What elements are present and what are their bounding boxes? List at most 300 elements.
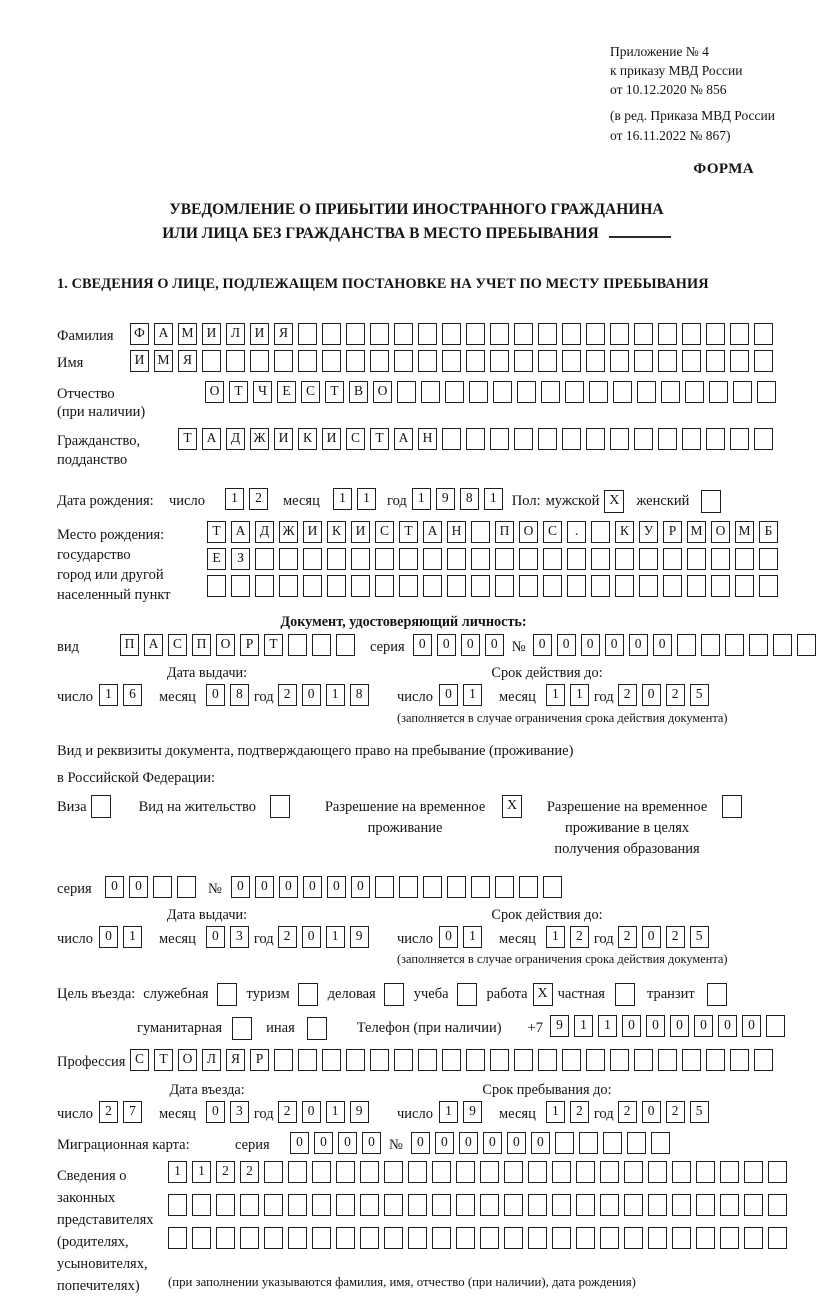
char-box[interactable] (279, 575, 298, 597)
char-box[interactable]: . (567, 521, 586, 543)
char-box[interactable] (456, 1161, 475, 1183)
char-box[interactable] (447, 876, 466, 898)
char-box[interactable]: 0 (206, 1101, 225, 1123)
char-box[interactable] (471, 548, 490, 570)
char-box[interactable] (730, 1049, 749, 1071)
char-box[interactable] (447, 575, 466, 597)
char-box[interactable] (418, 323, 437, 345)
char-box[interactable] (327, 548, 346, 570)
char-box[interactable] (589, 381, 608, 403)
valid-year-boxes[interactable] (618, 684, 714, 706)
char-box[interactable]: 1 (192, 1161, 211, 1183)
char-box[interactable]: 1 (546, 1101, 565, 1123)
char-box[interactable] (696, 1227, 715, 1249)
char-box[interactable]: А (144, 634, 163, 656)
char-box[interactable] (519, 548, 538, 570)
char-box[interactable] (394, 323, 413, 345)
char-box[interactable]: 1 (168, 1161, 187, 1183)
char-box[interactable]: 0 (622, 1015, 641, 1037)
char-box[interactable] (519, 876, 538, 898)
char-box[interactable] (567, 548, 586, 570)
char-box[interactable]: 5 (690, 926, 709, 948)
char-box[interactable]: Н (447, 521, 466, 543)
char-box[interactable] (610, 428, 629, 450)
char-box[interactable] (759, 575, 778, 597)
char-box[interactable] (514, 323, 533, 345)
char-box[interactable]: Т (178, 428, 197, 450)
char-box[interactable] (456, 1194, 475, 1216)
char-box[interactable] (432, 1227, 451, 1249)
char-box[interactable] (639, 548, 658, 570)
char-box[interactable] (514, 428, 533, 450)
char-box[interactable]: Б (759, 521, 778, 543)
char-box[interactable] (711, 575, 730, 597)
char-box[interactable] (591, 575, 610, 597)
char-box[interactable]: И (202, 323, 221, 345)
char-box[interactable] (600, 1161, 619, 1183)
char-box[interactable]: 0 (533, 634, 552, 656)
char-box[interactable] (543, 876, 562, 898)
char-box[interactable]: 2 (666, 926, 685, 948)
char-box[interactable] (466, 350, 485, 372)
char-box[interactable] (408, 1227, 427, 1249)
char-box[interactable]: С (543, 521, 562, 543)
char-box[interactable]: 1 (357, 488, 376, 510)
char-box[interactable] (240, 1194, 259, 1216)
char-box[interactable] (312, 1227, 331, 1249)
char-box[interactable] (351, 548, 370, 570)
char-box[interactable]: 2 (216, 1161, 235, 1183)
char-box[interactable]: Е (207, 548, 226, 570)
char-box[interactable]: Т (154, 1049, 173, 1071)
char-box[interactable] (495, 876, 514, 898)
char-box[interactable]: 0 (642, 926, 661, 948)
issue-day-boxes[interactable] (99, 684, 147, 706)
char-box[interactable] (757, 381, 776, 403)
char-box[interactable]: 1 (598, 1015, 617, 1037)
char-box[interactable] (706, 428, 725, 450)
char-box[interactable] (471, 521, 490, 543)
char-box[interactable]: К (327, 521, 346, 543)
char-box[interactable] (466, 428, 485, 450)
residence-series-boxes[interactable] (105, 876, 201, 898)
char-box[interactable]: С (346, 428, 365, 450)
char-box[interactable] (613, 381, 632, 403)
char-box[interactable] (634, 350, 653, 372)
char-box[interactable] (397, 381, 416, 403)
char-box[interactable] (562, 350, 581, 372)
char-box[interactable] (408, 1161, 427, 1183)
char-box[interactable] (696, 1161, 715, 1183)
purpose-business-checkbox[interactable] (384, 983, 404, 1006)
char-box[interactable]: 0 (670, 1015, 689, 1037)
char-box[interactable] (528, 1194, 547, 1216)
char-box[interactable] (504, 1227, 523, 1249)
char-box[interactable] (648, 1194, 667, 1216)
char-box[interactable] (240, 1227, 259, 1249)
char-box[interactable]: 0 (290, 1132, 309, 1154)
char-box[interactable] (298, 1049, 317, 1071)
char-box[interactable] (375, 575, 394, 597)
char-box[interactable] (298, 323, 317, 345)
char-box[interactable] (706, 350, 725, 372)
char-box[interactable]: 1 (412, 488, 431, 510)
birth-place-row-3[interactable] (207, 575, 783, 597)
char-box[interactable] (773, 634, 792, 656)
char-box[interactable] (528, 1227, 547, 1249)
char-box[interactable] (207, 575, 226, 597)
char-box[interactable]: 2 (240, 1161, 259, 1183)
char-box[interactable] (490, 428, 509, 450)
entry-year-boxes[interactable] (278, 1101, 374, 1123)
issue-month-boxes[interactable] (206, 684, 254, 706)
char-box[interactable]: Н (418, 428, 437, 450)
char-box[interactable] (469, 381, 488, 403)
char-box[interactable]: Т (370, 428, 389, 450)
char-box[interactable]: 1 (574, 1015, 593, 1037)
char-box[interactable] (493, 381, 512, 403)
char-box[interactable] (706, 323, 725, 345)
char-box[interactable] (226, 350, 245, 372)
sex-female-checkbox[interactable] (701, 490, 721, 513)
valid-day-boxes[interactable] (439, 684, 487, 706)
purpose-private-checkbox[interactable] (615, 983, 635, 1006)
char-box[interactable] (687, 548, 706, 570)
char-box[interactable]: 2 (570, 1101, 589, 1123)
char-box[interactable] (216, 1194, 235, 1216)
char-box[interactable]: 0 (302, 684, 321, 706)
char-box[interactable] (720, 1194, 739, 1216)
name-boxes[interactable] (130, 350, 778, 372)
char-box[interactable] (177, 876, 196, 898)
char-box[interactable]: И (303, 521, 322, 543)
char-box[interactable]: Я (226, 1049, 245, 1071)
char-box[interactable] (504, 1194, 523, 1216)
char-box[interactable] (202, 350, 221, 372)
birth-year-boxes[interactable] (412, 488, 508, 510)
char-box[interactable]: О (519, 521, 538, 543)
char-box[interactable] (298, 350, 317, 372)
char-box[interactable]: Р (240, 634, 259, 656)
char-box[interactable] (168, 1227, 187, 1249)
char-box[interactable]: 6 (123, 684, 142, 706)
char-box[interactable]: Ч (253, 381, 272, 403)
char-box[interactable]: 2 (618, 926, 637, 948)
patronymic-boxes[interactable] (205, 381, 781, 403)
char-box[interactable] (490, 1049, 509, 1071)
char-box[interactable] (687, 575, 706, 597)
char-box[interactable] (682, 323, 701, 345)
char-box[interactable] (288, 1194, 307, 1216)
char-box[interactable]: 5 (690, 684, 709, 706)
char-box[interactable] (399, 548, 418, 570)
char-box[interactable] (495, 548, 514, 570)
char-box[interactable]: О (205, 381, 224, 403)
birth-place-row-1[interactable] (207, 521, 783, 543)
char-box[interactable]: 1 (326, 926, 345, 948)
char-box[interactable] (759, 548, 778, 570)
char-box[interactable] (709, 381, 728, 403)
char-box[interactable] (466, 1049, 485, 1071)
char-box[interactable]: А (231, 521, 250, 543)
char-box[interactable] (538, 428, 557, 450)
char-box[interactable] (591, 548, 610, 570)
char-box[interactable]: 0 (435, 1132, 454, 1154)
char-box[interactable] (519, 575, 538, 597)
char-box[interactable]: 0 (629, 634, 648, 656)
char-box[interactable] (394, 350, 413, 372)
char-box[interactable] (442, 428, 461, 450)
legal-reps-row-3[interactable] (168, 1227, 792, 1249)
char-box[interactable]: Ж (279, 521, 298, 543)
char-box[interactable] (735, 548, 754, 570)
char-box[interactable]: 0 (338, 1132, 357, 1154)
doc-series-boxes[interactable] (413, 634, 509, 656)
char-box[interactable] (303, 575, 322, 597)
char-box[interactable] (322, 350, 341, 372)
char-box[interactable]: 1 (333, 488, 352, 510)
char-box[interactable]: 0 (206, 684, 225, 706)
char-box[interactable]: 0 (461, 634, 480, 656)
char-box[interactable] (384, 1161, 403, 1183)
char-box[interactable]: 0 (302, 926, 321, 948)
doc-kind-boxes[interactable] (120, 634, 360, 656)
purpose-official-checkbox[interactable] (217, 983, 237, 1006)
char-box[interactable]: 0 (653, 634, 672, 656)
char-box[interactable]: 0 (718, 1015, 737, 1037)
char-box[interactable]: 2 (666, 1101, 685, 1123)
char-box[interactable] (432, 1161, 451, 1183)
char-box[interactable]: С (375, 521, 394, 543)
char-box[interactable] (517, 381, 536, 403)
char-box[interactable]: А (423, 521, 442, 543)
char-box[interactable] (701, 634, 720, 656)
char-box[interactable]: 2 (618, 684, 637, 706)
char-box[interactable] (370, 350, 389, 372)
char-box[interactable] (624, 1194, 643, 1216)
char-box[interactable]: 0 (485, 634, 504, 656)
char-box[interactable]: И (130, 350, 149, 372)
char-box[interactable] (421, 381, 440, 403)
char-box[interactable]: 0 (129, 876, 148, 898)
char-box[interactable] (471, 876, 490, 898)
char-box[interactable] (192, 1194, 211, 1216)
char-box[interactable]: 0 (351, 876, 370, 898)
char-box[interactable] (682, 350, 701, 372)
char-box[interactable]: 0 (105, 876, 124, 898)
char-box[interactable]: 0 (303, 876, 322, 898)
purpose-other-checkbox[interactable] (307, 1017, 327, 1040)
char-box[interactable] (264, 1161, 283, 1183)
char-box[interactable]: 2 (99, 1101, 118, 1123)
char-box[interactable]: Ж (250, 428, 269, 450)
char-box[interactable]: Я (178, 350, 197, 372)
char-box[interactable] (471, 575, 490, 597)
char-box[interactable]: К (298, 428, 317, 450)
residence-valid-day-boxes[interactable] (439, 926, 487, 948)
char-box[interactable] (648, 1161, 667, 1183)
doc-number-boxes[interactable] (533, 634, 821, 656)
birth-day-boxes[interactable] (225, 488, 273, 510)
char-box[interactable] (423, 575, 442, 597)
char-box[interactable]: Е (277, 381, 296, 403)
char-box[interactable] (586, 1049, 605, 1071)
char-box[interactable] (480, 1227, 499, 1249)
char-box[interactable] (541, 381, 560, 403)
purpose-tourism-checkbox[interactable] (298, 983, 318, 1006)
residence-number-boxes[interactable] (231, 876, 567, 898)
char-box[interactable] (744, 1161, 763, 1183)
char-box[interactable] (720, 1161, 739, 1183)
char-box[interactable]: Т (229, 381, 248, 403)
char-box[interactable] (591, 521, 610, 543)
char-box[interactable] (490, 350, 509, 372)
char-box[interactable] (685, 381, 704, 403)
char-box[interactable] (255, 575, 274, 597)
char-box[interactable]: 0 (255, 876, 274, 898)
char-box[interactable]: 0 (507, 1132, 526, 1154)
char-box[interactable]: 0 (302, 1101, 321, 1123)
char-box[interactable]: У (639, 521, 658, 543)
char-box[interactable]: 0 (605, 634, 624, 656)
char-box[interactable]: 1 (546, 684, 565, 706)
char-box[interactable] (394, 1049, 413, 1071)
char-box[interactable] (375, 548, 394, 570)
char-box[interactable] (768, 1161, 787, 1183)
char-box[interactable] (552, 1161, 571, 1183)
char-box[interactable] (576, 1194, 595, 1216)
purpose-work-checkbox[interactable]: X (533, 983, 553, 1006)
stay-year-boxes[interactable] (618, 1101, 714, 1123)
char-box[interactable]: А (202, 428, 221, 450)
char-box[interactable]: 0 (99, 926, 118, 948)
char-box[interactable]: 1 (570, 684, 589, 706)
char-box[interactable] (576, 1227, 595, 1249)
char-box[interactable]: 2 (570, 926, 589, 948)
char-box[interactable] (346, 350, 365, 372)
char-box[interactable]: 0 (411, 1132, 430, 1154)
char-box[interactable]: 0 (646, 1015, 665, 1037)
char-box[interactable]: 9 (350, 926, 369, 948)
purpose-study-checkbox[interactable] (457, 983, 477, 1006)
char-box[interactable] (543, 575, 562, 597)
char-box[interactable] (658, 428, 677, 450)
char-box[interactable]: 0 (742, 1015, 761, 1037)
char-box[interactable] (615, 575, 634, 597)
char-box[interactable] (442, 350, 461, 372)
char-box[interactable] (579, 1132, 598, 1154)
char-box[interactable] (634, 428, 653, 450)
char-box[interactable]: 2 (249, 488, 268, 510)
char-box[interactable] (768, 1227, 787, 1249)
char-box[interactable] (327, 575, 346, 597)
char-box[interactable]: А (394, 428, 413, 450)
char-box[interactable] (627, 1132, 646, 1154)
char-box[interactable]: М (154, 350, 173, 372)
char-box[interactable]: П (495, 521, 514, 543)
char-box[interactable] (663, 548, 682, 570)
migration-series-boxes[interactable] (290, 1132, 386, 1154)
char-box[interactable] (423, 548, 442, 570)
char-box[interactable] (216, 1227, 235, 1249)
char-box[interactable]: И (250, 323, 269, 345)
char-box[interactable] (466, 323, 485, 345)
char-box[interactable] (725, 634, 744, 656)
char-box[interactable] (336, 1161, 355, 1183)
char-box[interactable]: П (192, 634, 211, 656)
char-box[interactable] (264, 1194, 283, 1216)
char-box[interactable] (797, 634, 816, 656)
char-box[interactable]: 1 (484, 488, 503, 510)
char-box[interactable]: 1 (463, 684, 482, 706)
char-box[interactable] (480, 1161, 499, 1183)
char-box[interactable]: 0 (557, 634, 576, 656)
char-box[interactable]: М (687, 521, 706, 543)
char-box[interactable] (423, 876, 442, 898)
char-box[interactable] (346, 1049, 365, 1071)
char-box[interactable] (192, 1227, 211, 1249)
char-box[interactable] (370, 1049, 389, 1071)
char-box[interactable]: 1 (326, 1101, 345, 1123)
char-box[interactable] (538, 1049, 557, 1071)
char-box[interactable] (658, 350, 677, 372)
char-box[interactable] (677, 634, 696, 656)
char-box[interactable] (442, 1049, 461, 1071)
char-box[interactable] (322, 1049, 341, 1071)
char-box[interactable]: 0 (231, 876, 250, 898)
char-box[interactable]: 0 (314, 1132, 333, 1154)
char-box[interactable]: 0 (439, 684, 458, 706)
char-box[interactable] (445, 381, 464, 403)
char-box[interactable] (514, 350, 533, 372)
char-box[interactable] (637, 381, 656, 403)
char-box[interactable]: П (120, 634, 139, 656)
char-box[interactable]: 7 (123, 1101, 142, 1123)
residence-issue-day-boxes[interactable] (99, 926, 147, 948)
char-box[interactable] (651, 1132, 670, 1154)
char-box[interactable]: Т (207, 521, 226, 543)
char-box[interactable] (288, 1227, 307, 1249)
residence-valid-year-boxes[interactable] (618, 926, 714, 948)
char-box[interactable] (555, 1132, 574, 1154)
char-box[interactable]: 2 (278, 684, 297, 706)
char-box[interactable] (562, 428, 581, 450)
char-box[interactable] (336, 1194, 355, 1216)
char-box[interactable]: 8 (350, 684, 369, 706)
char-box[interactable] (711, 548, 730, 570)
entry-month-boxes[interactable] (206, 1101, 254, 1123)
char-box[interactable]: 2 (278, 926, 297, 948)
char-box[interactable]: Р (663, 521, 682, 543)
char-box[interactable] (634, 1049, 653, 1071)
char-box[interactable] (312, 1161, 331, 1183)
char-box[interactable] (562, 1049, 581, 1071)
char-box[interactable] (586, 350, 605, 372)
char-box[interactable] (399, 876, 418, 898)
char-box[interactable] (456, 1227, 475, 1249)
char-box[interactable]: 3 (230, 926, 249, 948)
edu-permit-checkbox[interactable] (722, 795, 742, 818)
char-box[interactable]: 0 (642, 1101, 661, 1123)
char-box[interactable] (274, 350, 293, 372)
char-box[interactable] (418, 1049, 437, 1071)
char-box[interactable] (336, 634, 355, 656)
residence-permit-checkbox[interactable] (270, 795, 290, 818)
char-box[interactable] (754, 350, 773, 372)
char-box[interactable]: О (216, 634, 235, 656)
char-box[interactable] (682, 1049, 701, 1071)
char-box[interactable] (384, 1194, 403, 1216)
